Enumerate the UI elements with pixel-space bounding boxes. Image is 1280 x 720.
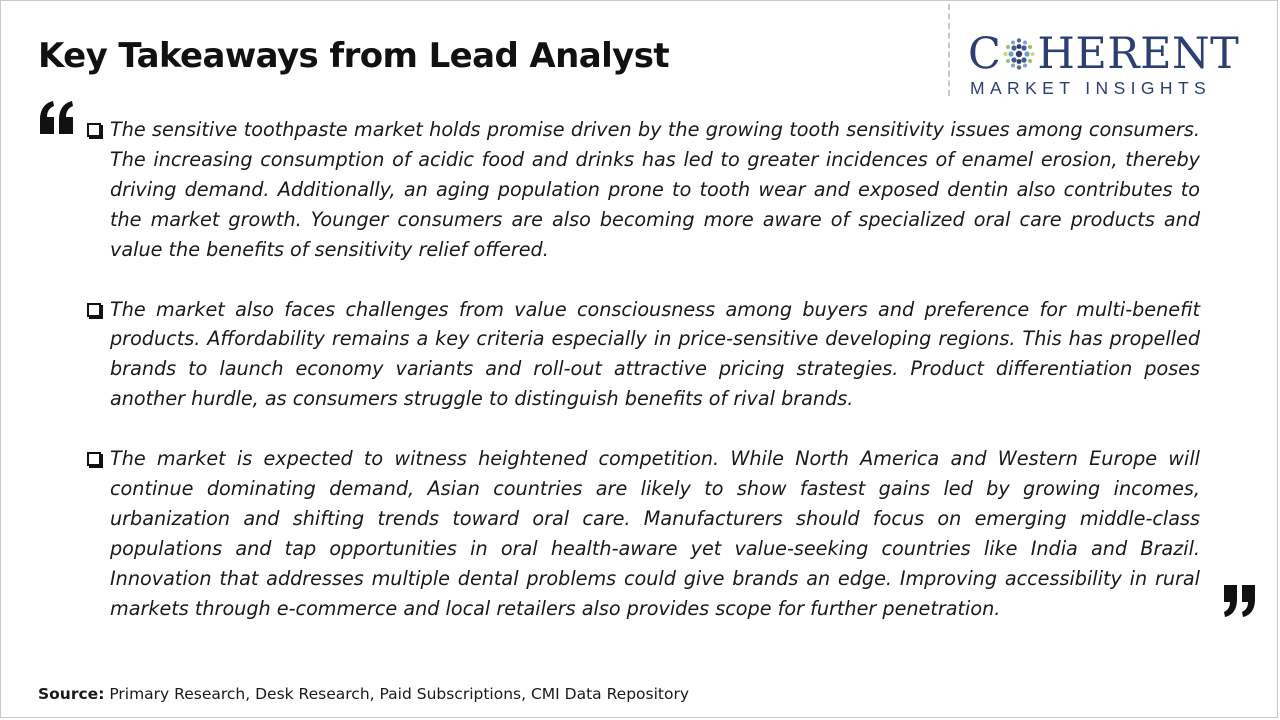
logo-letter-c: C bbox=[968, 29, 1002, 79]
page-title: Key Takeaways from Lead Analyst bbox=[38, 36, 670, 76]
takeaway-item bbox=[86, 295, 1200, 415]
logo-wordmark bbox=[968, 30, 1239, 78]
takeaway-text: The sensitive toothpaste market holds promise driven by the growing tooth sensitivity issues among consumers. The increasing consumption of acidic food and drinks has led to greater incidences of enamel erosion, thereby driving demand. Additionally, an aging population prone to tooth wear and exposed dentin also contributes to the market growth. Younger consumers are also becoming more aware of specialized oral care products and value the benefits of sensitivity relief offered. bbox=[110, 118, 1200, 261]
checkbox-icon bbox=[87, 452, 101, 466]
checkbox-icon bbox=[87, 303, 101, 317]
takeaways-list bbox=[86, 115, 1200, 654]
source-text: Primary Research, Desk Research, Paid Subscriptions, CMI Data Repository bbox=[109, 685, 690, 703]
takeaway-item bbox=[86, 444, 1200, 623]
logo-divider bbox=[948, 4, 950, 96]
company-logo bbox=[968, 30, 1268, 100]
takeaway-item bbox=[86, 115, 1200, 265]
close-quote-icon bbox=[1222, 584, 1258, 618]
source-label: Source: bbox=[38, 685, 105, 703]
logo-tagline: MARKET INSIGHTS bbox=[970, 78, 1212, 98]
logo-dot-globe-icon bbox=[1002, 37, 1036, 71]
checkbox-icon bbox=[87, 123, 101, 137]
open-quote-icon bbox=[38, 100, 76, 136]
source-note bbox=[38, 685, 689, 703]
logo-letters-herent: HERENT bbox=[1037, 29, 1240, 79]
takeaway-text: The market is expected to witness heightened competition. While North America and Western Europe will continue dominating demand, Asian countries are likely to show fastest gains led by growing incomes, urbanization and shifting trends toward oral care. Manufacturers should focus on emerging middle-class populations and tap opportunities in oral health-aware yet value-seeking countries like India and Brazil. Innovation that addresses multiple dental problems could give brands an edge. Improving accessibility in rural markets through e-commerce and local retailers also provides scope for further penetration. bbox=[110, 447, 1200, 620]
takeaway-text: The market also faces challenges from value consciousness among buyers and preference for multi-benefit products. Affordability remains a key criteria especially in price-sensitive developing regions. This has propelled brands to launch economy variants and roll-out attractive pricing strategies. Product differentiation poses another hurdle, as consumers struggle to distinguish benefits of rival brands. bbox=[110, 297, 1200, 411]
